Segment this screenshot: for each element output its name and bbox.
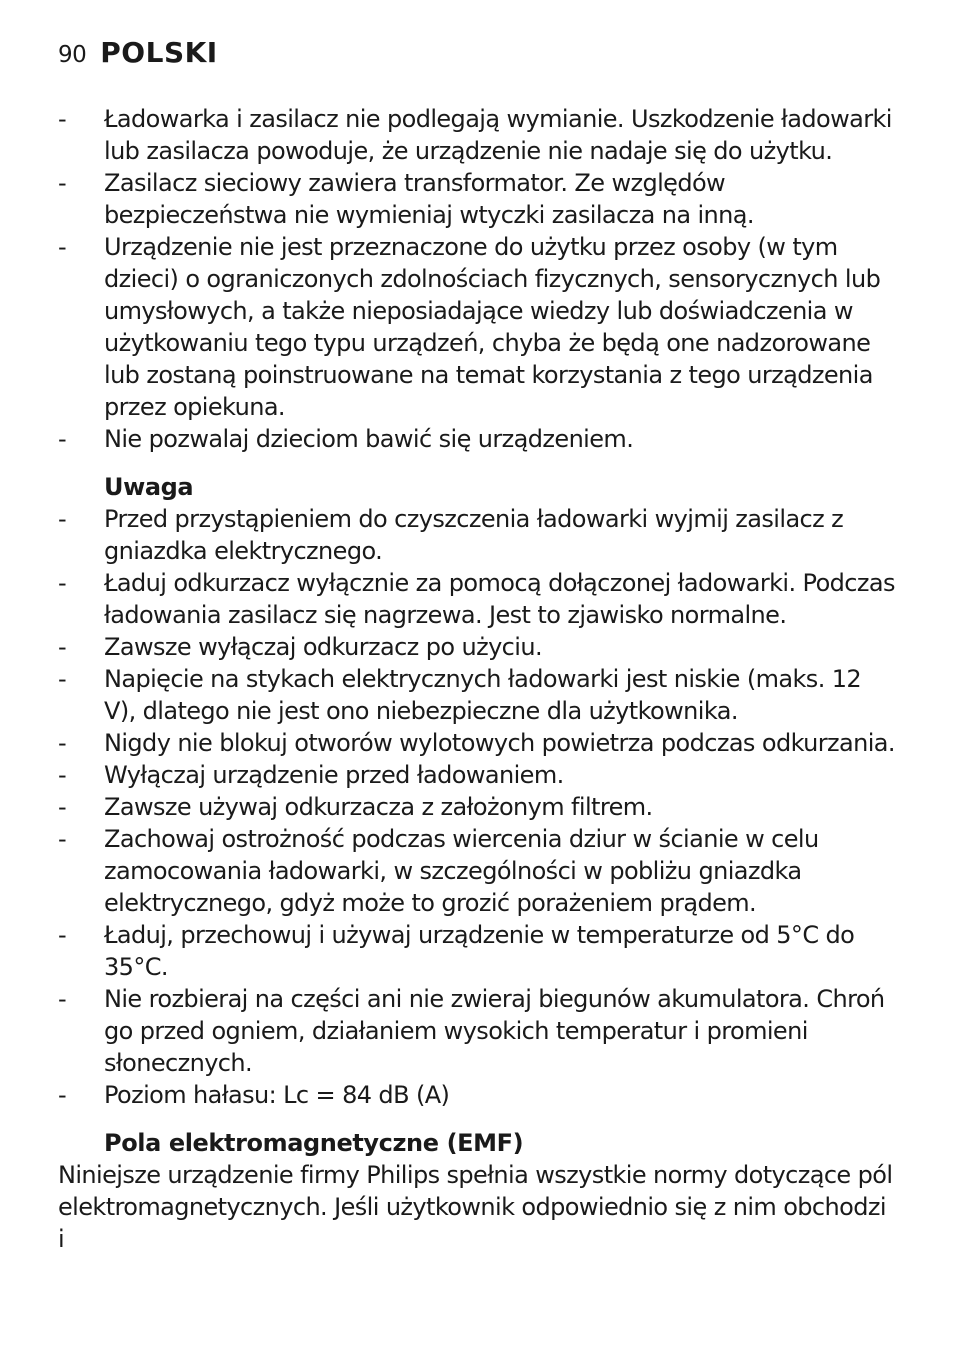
list-item: - Nie rozbieraj na części ani nie zwieraj biegunów akumulatora. Chroń go przed ogniem, działaniem wysokich temperatur i promieni słonecznych. [58, 985, 885, 1077]
caution-heading: Uwaga [104, 473, 194, 501]
page-content [58, 103, 898, 1255]
list-item: - Urządzenie nie jest przeznaczone do użytku przez osoby (w tym dzieci) o ograniczonych zdolnościach fizycznych, sensorycznych lub umysłowych, a także nieposiadające wiedzy lub doświadczenia w użytkowaniu tego typu urządzeń, chyba że będą one nadzorowane lub zostaną poinstruowane na temat korzystania z tego urządzenia przez opiekuna. [58, 233, 881, 421]
list-item: - Zawsze używaj odkurzacza z założonym filtrem. [58, 793, 653, 821]
list-item: - Ładowarka i zasilacz nie podlegają wymianie. Uszkodzenie ładowarki lub zasilacza powoduje, że urządzenie nie nadaje się do użytku. [58, 105, 892, 165]
list-item: - Ładuj odkurzacz wyłącznie za pomocą dołączonej ładowarki. Podczas ładowania zasilacz się nagrzewa. Jest to zjawisko normalne. [58, 569, 895, 629]
list-item: - Ładuj, przechowuj i używaj urządzenie w temperaturze od 5°C do 35°C. [58, 921, 855, 981]
list-item: - Zawsze wyłączaj odkurzacz po użyciu. [58, 633, 542, 661]
list-item: - Nigdy nie blokuj otworów wylotowych powietrza podczas odkurzania. [58, 729, 895, 757]
list-item: - Nie pozwalaj dzieciom bawić się urządzeniem. [58, 425, 634, 453]
list-item: - Wyłączaj urządzenie przed ładowaniem. [58, 761, 564, 789]
safety-list [58, 103, 898, 455]
page-header [58, 36, 218, 69]
list-item: - Poziom hałasu: Lc = 84 dB (A) [58, 1081, 450, 1109]
list-item: - Zasilacz sieciowy zawiera transformator. Ze względów bezpieczeństwa nie wymieniaj wtyczki zasilacza na inną. [58, 169, 754, 229]
language-title: POLSKI [100, 36, 218, 69]
page-number: 90 [58, 42, 87, 68]
list-item: - Napięcie na stykach elektrycznych ładowarki jest niskie (maks. 12 V), dlatego nie jest ono niebezpieczne dla użytkownika. [58, 665, 862, 725]
caution-list [58, 503, 898, 1111]
list-item: - Przed przystąpieniem do czyszczenia ładowarki wyjmij zasilacz z gniazdka elektrycznego. [58, 505, 844, 565]
list-item: - Zachowaj ostrożność podczas wiercenia dziur w ścianie w celu zamocowania ładowarki, w szczególności w pobliżu gniazdka elektrycznego, gdyż może to grozić porażeniem prądem. [58, 825, 819, 917]
emf-heading: Pola elektromagnetyczne (EMF) [104, 1129, 524, 1157]
emf-paragraph: Niniejsze urządzenie firmy Philips spełnia wszystkie normy dotyczące pól elektromagnetycznych. Jeśli użytkownik odpowiednio się z nim obchodzi i [58, 1161, 893, 1253]
